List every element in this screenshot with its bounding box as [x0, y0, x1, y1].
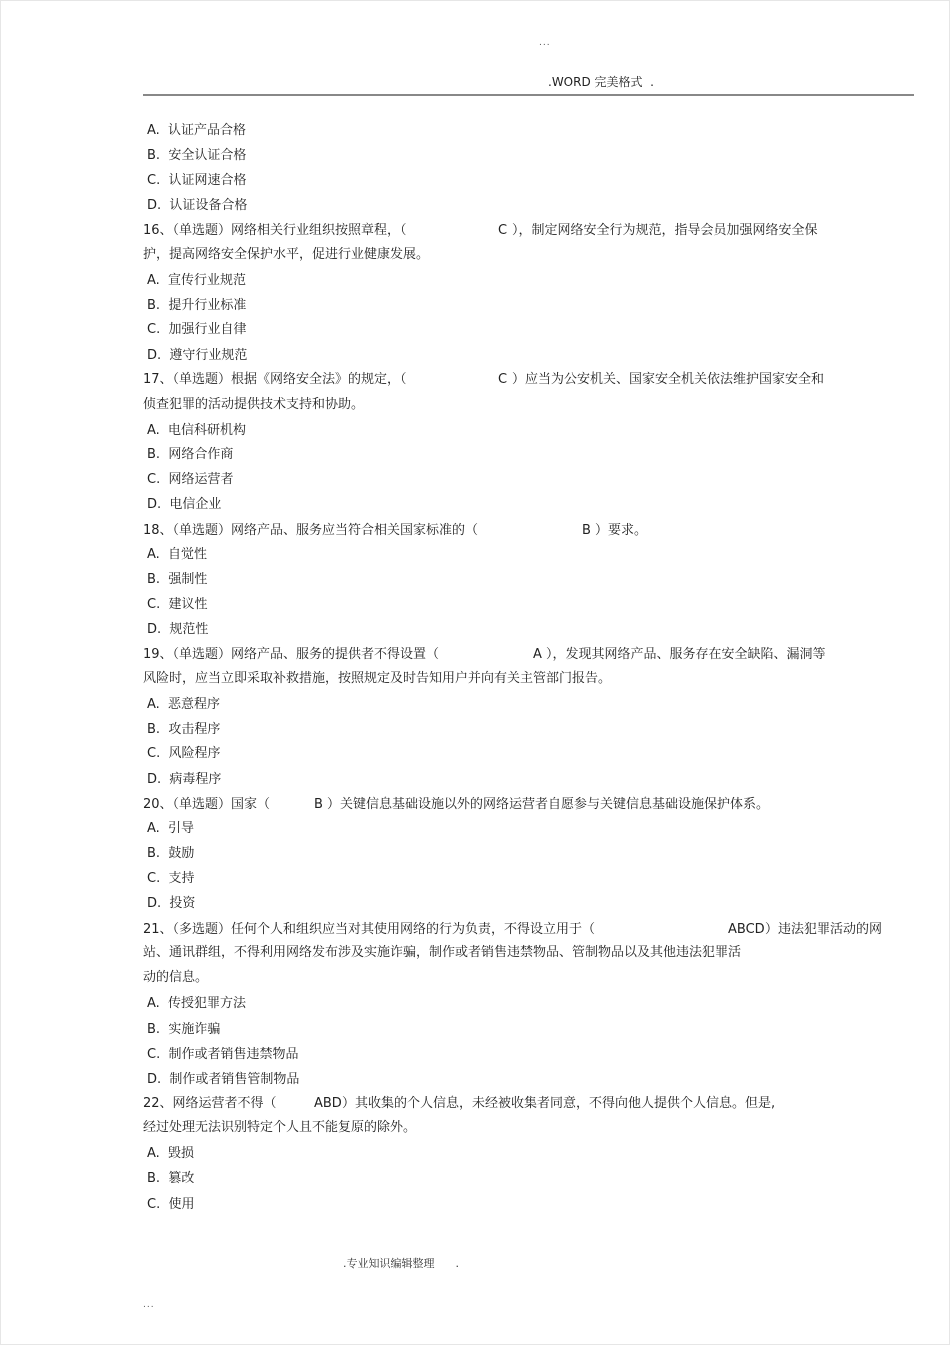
q21-option-c: C. 制作或者销售违禁物品: [147, 1047, 299, 1062]
q16-stem-suffix: ），制定网络安全行为规范，指导会员加强网络安全保: [512, 223, 818, 238]
footer-text: .专业知识编辑整理 .: [343, 1257, 459, 1270]
q21-stem-prefix: 21、（多选题）任何个人和组织应当对其使用网络的行为负责，不得设立用于（: [143, 922, 596, 937]
q21-answer: ABCD: [728, 922, 765, 937]
q21-stem-line2: 站、通讯群组，不得利用网络发布涉及实施诈骗，制作或者销售违禁物品、管制物品以及其他违法犯罪活: [143, 945, 742, 960]
header-title: .WORD 完美格式 .: [548, 75, 654, 89]
q20-option-d: D. 投资: [147, 896, 196, 911]
q22-stem-line2: 经过处理无法识别特定个人且不能复原的除外。: [143, 1120, 417, 1135]
q18-stem-suffix: ）要求。: [595, 523, 648, 538]
q19-stem-prefix: 19、（单选题）网络产品、服务的提供者不得设置（: [143, 647, 440, 662]
q19-option-b: B. 攻击程序: [147, 722, 221, 737]
q16-option-b: B. 提升行业标准: [147, 298, 247, 313]
q17-stem-suffix: ）应当为公安机关、国家安全机关依法维护国家安全和: [512, 372, 825, 387]
q16-option-a: A. 宣传行业规范: [147, 273, 247, 288]
q15-option-c: C. 认证网速合格: [147, 173, 247, 188]
q20-stem-prefix: 20、（单选题）国家（: [143, 797, 271, 812]
q15-option-d: D. 认证设备合格: [147, 198, 248, 213]
q18-option-b: B. 强制性: [147, 572, 208, 587]
q19-answer: A: [533, 647, 542, 662]
q17-stem-prefix: 17、（单选题）根据《网络安全法》的规定，（: [143, 372, 407, 387]
q20-answer: B: [314, 797, 323, 812]
q21-option-d: D. 制作或者销售管制物品: [147, 1072, 300, 1087]
q21-option-a: A. 传授犯罪方法: [147, 996, 247, 1011]
q22-option-a: A. 毁损: [147, 1146, 195, 1161]
q21-stem-line3: 动的信息。: [143, 970, 209, 985]
header-rule: [143, 94, 914, 96]
q16-option-c: C. 加强行业自律: [147, 322, 247, 337]
q17-option-a: A. 电信科研机构: [147, 423, 247, 438]
q18-option-a: A. 自觉性: [147, 547, 208, 562]
q16-stem-line2: 护，提高网络安全保护水平，促进行业健康发展。: [143, 247, 430, 262]
q17-stem-line2: 侦查犯罪的活动提供技术支持和协助。: [143, 397, 365, 412]
q18-option-d: D. 规范性: [147, 622, 209, 637]
q16-answer: C: [498, 223, 508, 238]
q20-option-b: B. 鼓励: [147, 846, 195, 861]
q20-option-c: C. 支持: [147, 871, 195, 886]
q17-option-b: B. 网络合作商: [147, 447, 234, 462]
q22-stem-prefix: 22、网络运营者不得（: [143, 1096, 277, 1111]
q19-stem-line2: 风险时，应当立即采取补救措施，按照规定及时告知用户并向有关主管部门报告。: [143, 671, 612, 686]
q19-option-d: D. 病毒程序: [147, 772, 222, 787]
q15-option-b: B. 安全认证合格: [147, 148, 247, 163]
q19-option-a: A. 恶意程序: [147, 697, 221, 712]
q18-stem-prefix: 18、（单选题）网络产品、服务应当符合相关国家标准的（: [143, 523, 479, 538]
q22-answer: ABD: [314, 1096, 342, 1111]
footer-dots: ...: [143, 1300, 155, 1310]
q18-answer: B: [582, 523, 591, 538]
q21-option-b: B. 实施诈骗: [147, 1022, 221, 1037]
q16-option-d: D. 遵守行业规范: [147, 348, 248, 363]
q17-option-d: D. 电信企业: [147, 497, 222, 512]
q15-option-a: A. 认证产品合格: [147, 123, 247, 138]
header-dots: ...: [539, 38, 551, 48]
q16-stem-prefix: 16、（单选题）网络相关行业组织按照章程，（: [143, 223, 407, 238]
q21-stem-suffix: ）违法犯罪活动的网: [765, 922, 883, 937]
q20-stem-suffix: ）关键信息基础设施以外的网络运营者自愿参与关键信息基础设施保护体系。: [327, 797, 770, 812]
q17-option-c: C. 网络运营者: [147, 472, 234, 487]
q19-stem-suffix: ），发现其网络产品、服务存在安全缺陷、漏洞等: [546, 647, 826, 662]
q22-stem-suffix: ）其收集的个人信息，未经被收集者同意，不得向他人提供个人信息。但是,: [342, 1096, 776, 1111]
q20-option-a: A. 引导: [147, 821, 195, 836]
q18-option-c: C. 建议性: [147, 597, 208, 612]
q19-option-c: C. 风险程序: [147, 746, 221, 761]
q22-option-c: C. 使用: [147, 1197, 195, 1212]
q22-option-b: B. 篡改: [147, 1171, 195, 1186]
q17-answer: C: [498, 372, 508, 387]
